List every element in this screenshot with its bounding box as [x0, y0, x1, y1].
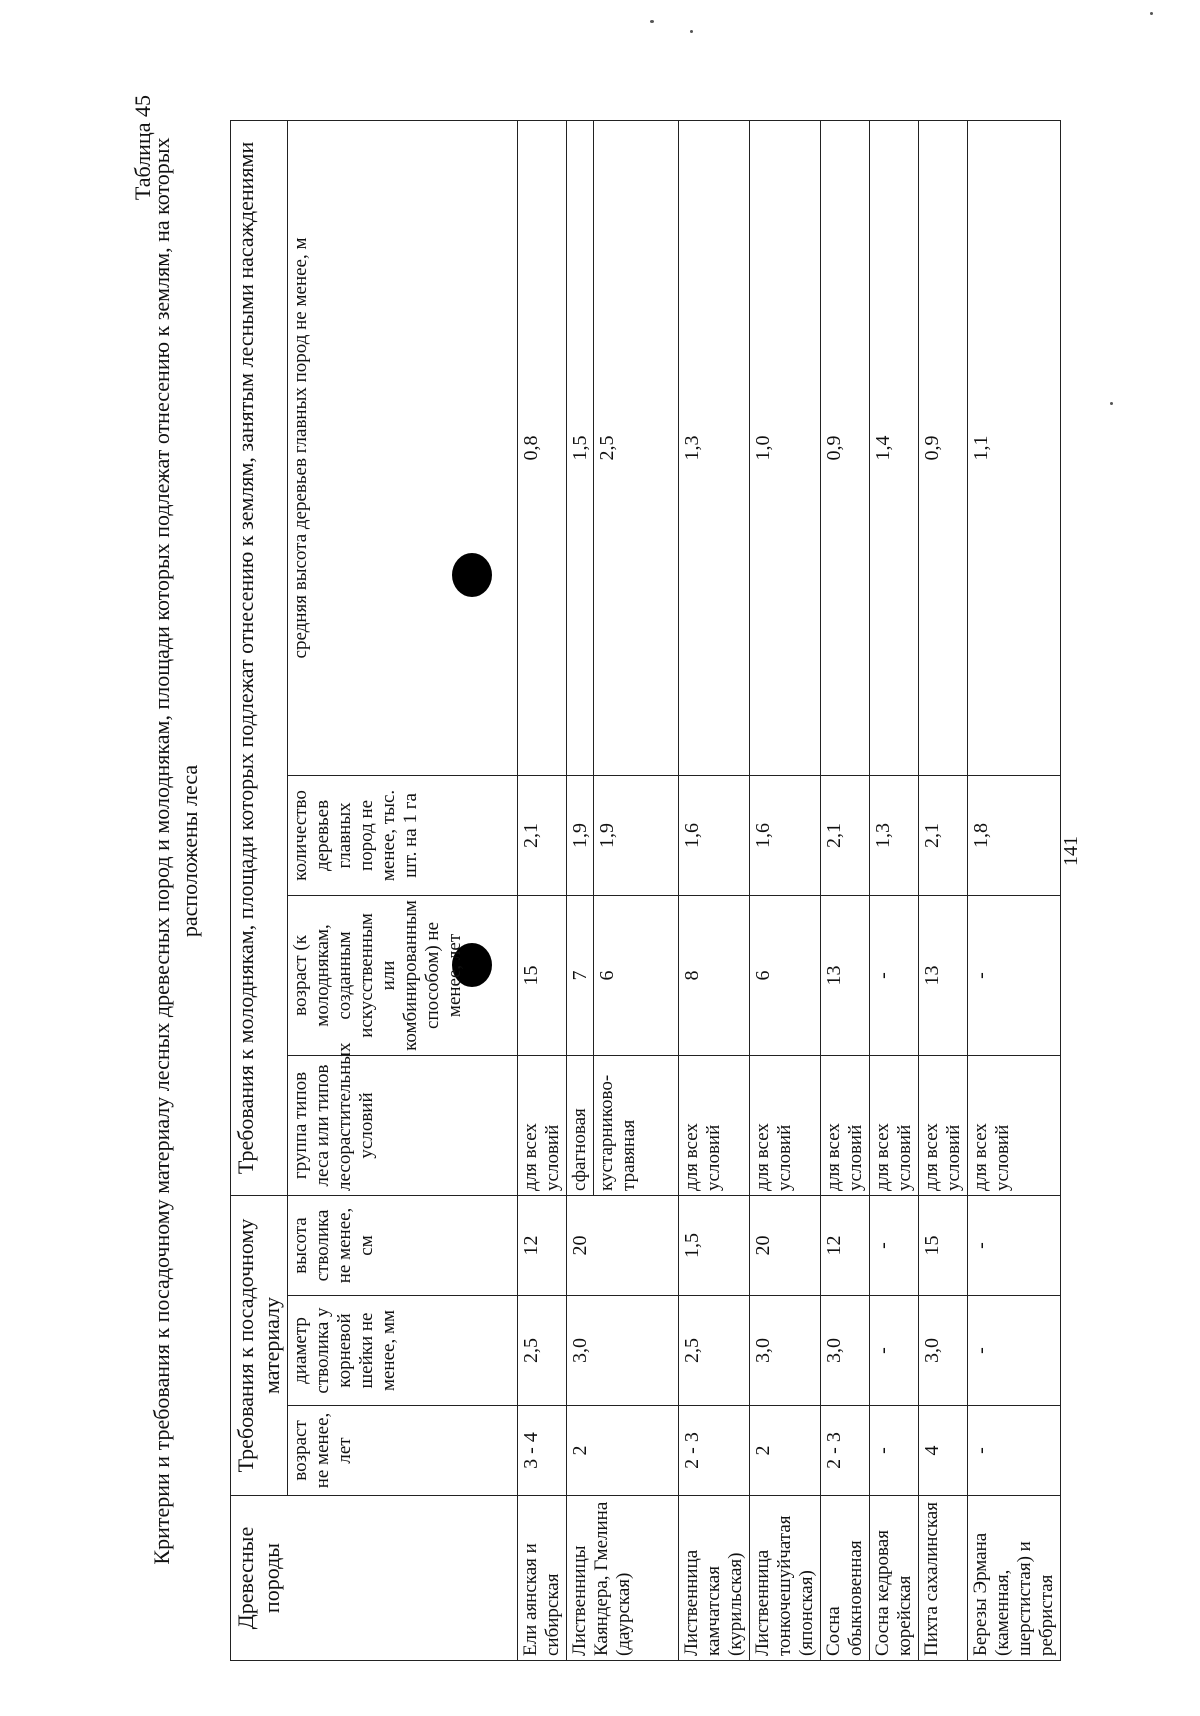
header-col-diameter: диаметр стволика у корневой шейки не менее, мм [288, 1296, 518, 1406]
cell-count: 1,9 [567, 775, 594, 895]
header-planting-group: Требования к посадочному материалу [231, 1195, 288, 1495]
cell-count: 2,1 [518, 775, 567, 895]
cell-forest-type: для всех условий [870, 1055, 919, 1195]
cell-avg-height: 1,1 [968, 120, 1061, 775]
cell-count: 2,1 [919, 775, 968, 895]
cell-avg-height: 0,9 [919, 120, 968, 775]
cell-young-age: - [870, 895, 919, 1055]
table-row [750, 120, 821, 1660]
cell-count: 1,3 [870, 775, 919, 895]
cell-count: 1,9 [594, 775, 679, 895]
cell-young-age: 13 [821, 895, 870, 1055]
cell-avg-height: 0,9 [821, 120, 870, 775]
cell-young-age: 7 [567, 895, 594, 1055]
cell-young-age: 6 [594, 895, 679, 1055]
header-col-height: высота стволика не менее, см [288, 1195, 518, 1295]
header-col-age: возраст не менее, лет [288, 1406, 518, 1496]
cell-count: 2,1 [821, 775, 870, 895]
cell-height: - [968, 1195, 1061, 1295]
table-row [968, 120, 1061, 1660]
header-young-group: Требования к молоднякам, площади которых подлежат отнесению к землям, занятым лесными насаждениями [231, 120, 288, 1195]
table-row [567, 120, 594, 1660]
cell-diameter: 3,0 [750, 1296, 821, 1406]
cell-height: 12 [821, 1195, 870, 1295]
table-label: Таблица 45 [130, 95, 155, 201]
cell-species: Лиственницы Каяндера, Гмелина (даурская) [567, 1496, 679, 1661]
table-row [870, 120, 919, 1660]
cell-diameter: 2,5 [518, 1296, 567, 1406]
cell-diameter: 3,0 [919, 1296, 968, 1406]
cell-height: 20 [750, 1195, 821, 1295]
cell-height: 15 [919, 1195, 968, 1295]
cell-species: Пихта сахалинская [919, 1496, 968, 1661]
cell-height: 20 [567, 1195, 679, 1295]
cell-count: 1,6 [679, 775, 750, 895]
cell-avg-height: 2,5 [594, 120, 679, 775]
cell-species: Сосна кедровая корейская [870, 1496, 919, 1661]
header-col-count: количество деревьев главных пород не менее, тыс. шт. на 1 га [288, 775, 518, 895]
cell-forest-type: кустарниково-травяная [594, 1055, 679, 1195]
table-row [679, 120, 750, 1660]
header-species: Древесные породы [231, 1496, 518, 1661]
header-col-young-age: возраст (к молоднякам, созданным искусственным или комбинированным способом) не менее, лет [288, 895, 518, 1055]
cell-avg-height: 0,8 [518, 120, 567, 775]
header-col-forest-type: группа типов леса или типов лесорастительных условий [288, 1055, 518, 1195]
cell-species: Березы Эрмана (каменная, шерстистая) и ребристая [968, 1496, 1061, 1661]
cell-age: 2 [567, 1406, 679, 1496]
table-caption: Критерии и требования к посадочному материалу лесных древесных пород и молоднякам, площади которых подлежат отнесению к землям, на которых расположены леса [149, 137, 202, 1565]
cell-forest-type: для всех условий [679, 1055, 750, 1195]
cell-species: Лиственница тонкочешуйчатая (японская) [750, 1496, 821, 1661]
cell-young-age: 6 [750, 895, 821, 1055]
cell-diameter: 2,5 [679, 1296, 750, 1406]
cell-diameter: - [870, 1296, 919, 1406]
cell-forest-type: для всех условий [750, 1055, 821, 1195]
criteria-table [230, 120, 1061, 1661]
cell-age: 2 - 3 [679, 1406, 750, 1496]
cell-age: - [968, 1406, 1061, 1496]
cell-height: 1,5 [679, 1195, 750, 1295]
table-row [919, 120, 968, 1660]
cell-age: 2 [750, 1406, 821, 1496]
cell-young-age: 8 [679, 895, 750, 1055]
header-col-avg-height: средняя высота деревьев главных пород не менее, м [288, 120, 518, 775]
cell-forest-type: сфагновая [567, 1055, 594, 1195]
cell-diameter: 3,0 [567, 1296, 679, 1406]
cell-diameter: - [968, 1296, 1061, 1406]
cell-forest-type: для всех условий [968, 1055, 1061, 1195]
cell-avg-height: 1,5 [567, 120, 594, 775]
cell-species: Лиственница камчатская (курильская) [679, 1496, 750, 1661]
cell-species: Ели аянская и сибирская [518, 1496, 567, 1661]
cell-count: 1,8 [968, 775, 1061, 895]
cell-forest-type: для всех условий [919, 1055, 968, 1195]
cell-age: 2 - 3 [821, 1406, 870, 1496]
cell-age: 3 - 4 [518, 1406, 567, 1496]
cell-avg-height: 1,3 [679, 120, 750, 775]
cell-young-age: - [968, 895, 1061, 1055]
cell-young-age: 13 [919, 895, 968, 1055]
cell-diameter: 3,0 [821, 1296, 870, 1406]
table-row [518, 120, 567, 1660]
cell-count: 1,6 [750, 775, 821, 895]
cell-forest-type: для всех условий [518, 1055, 567, 1195]
cell-age: 4 [919, 1406, 968, 1496]
cell-young-age: 15 [518, 895, 567, 1055]
cell-height: - [870, 1195, 919, 1295]
page-number: 141 [1060, 836, 1082, 866]
cell-avg-height: 1,0 [750, 120, 821, 775]
table-row [821, 120, 870, 1660]
cell-forest-type: для всех условий [821, 1055, 870, 1195]
cell-height: 12 [518, 1195, 567, 1295]
cell-age: - [870, 1406, 919, 1496]
cell-species: Сосна обыкновенная [821, 1496, 870, 1661]
cell-avg-height: 1,4 [870, 120, 919, 775]
